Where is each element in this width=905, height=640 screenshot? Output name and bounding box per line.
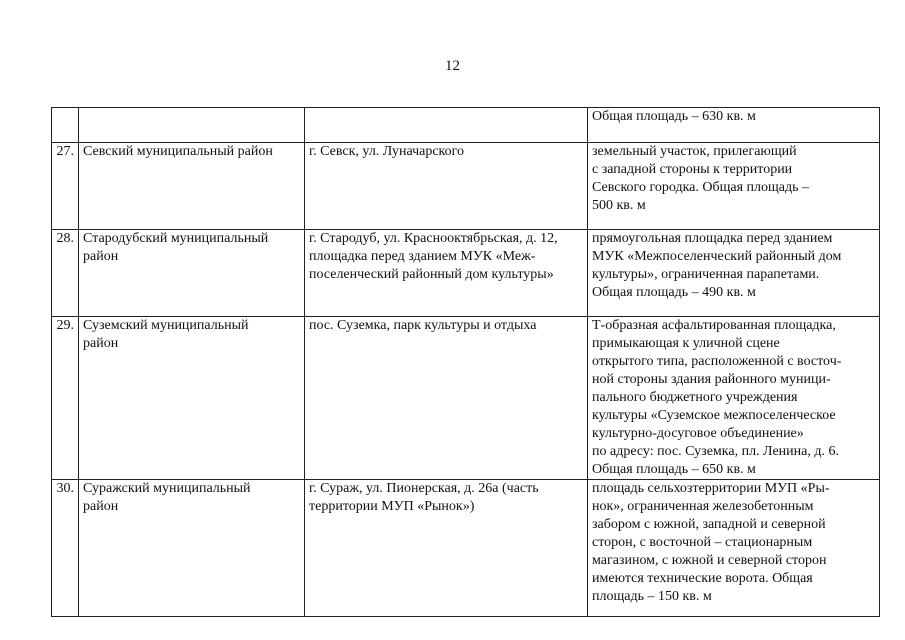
description-line: культурно-досуговое объединение» <box>592 426 804 441</box>
description-cell <box>588 317 880 480</box>
district-cell <box>79 230 305 317</box>
description-line: площадь – 150 кв. м <box>592 589 712 604</box>
table-body <box>52 108 880 617</box>
district-line: район <box>83 499 119 514</box>
address-line: г. Сураж, ул. Пионерская, д. 26а (часть <box>309 481 539 496</box>
address-line: г. Севск, ул. Луначарского <box>309 144 465 159</box>
description-line: ной стороны здания районного муници- <box>592 372 831 387</box>
district-line: Стародубский муниципальный <box>83 231 269 246</box>
address-cell <box>305 480 588 617</box>
page-number: 12 <box>445 58 460 74</box>
address-line: г. Стародуб, ул. Краснооктябрьская, д. 12, <box>309 231 558 246</box>
address-line: площадка перед зданием МУК «Меж- <box>309 249 536 264</box>
description-line: Общая площадь – 490 кв. м <box>592 285 756 300</box>
description-cell <box>588 480 880 617</box>
row-number-cell: 28. <box>52 230 79 317</box>
table-row <box>52 230 880 317</box>
address-line: территории МУП «Рынок») <box>309 499 475 514</box>
description-line: земельный участок, прилегающий <box>592 144 797 159</box>
description-line: сторон, с восточной – стационарным <box>592 535 813 550</box>
description-line: Т-образная асфальтированная площадка, <box>592 318 836 333</box>
address-cell <box>305 317 588 480</box>
description-line: МУК «Межпоселенческий районный дом <box>592 249 842 264</box>
address-line: пос. Суземка, парк культуры и отдыха <box>309 318 537 333</box>
description-cell <box>588 108 880 143</box>
address-cell <box>305 230 588 317</box>
description-line: площадь сельхозтерритории МУП «Ры- <box>592 481 830 496</box>
description-line: по адресу: пос. Суземка, пл. Ленина, д. 6. <box>592 444 839 459</box>
description-line: магазином, с южной и северной сторон <box>592 553 827 568</box>
address-cell <box>305 108 588 143</box>
district-line: Суражский муниципальный <box>83 481 251 496</box>
description-line: открытого типа, расположенной с восточ- <box>592 354 842 369</box>
row-number-cell: 27. <box>52 143 79 230</box>
row-number-cell <box>52 108 79 143</box>
description-line: прямоугольная площадка перед зданием <box>592 231 833 246</box>
district-cell <box>79 108 305 143</box>
description-line: культуры «Суземское межпоселенческое <box>592 408 836 423</box>
district-line: Севский муниципальный район <box>83 144 273 159</box>
table-row <box>52 108 880 143</box>
description-line: имеются технические ворота. Общая <box>592 571 813 586</box>
district-cell <box>79 480 305 617</box>
address-line: поселенческий районный дом культуры» <box>309 267 554 282</box>
description-line: нок», ограниченная железобетонным <box>592 499 814 514</box>
description-cell <box>588 143 880 230</box>
address-cell <box>305 143 588 230</box>
district-cell <box>79 143 305 230</box>
description-line: Общая площадь – 630 кв. м <box>592 109 756 124</box>
row-number-cell: 29. <box>52 317 79 480</box>
table-row <box>52 143 880 230</box>
description-line: 500 кв. м <box>592 198 646 213</box>
description-line: примыкающая к уличной сцене <box>592 336 780 351</box>
description-line: забором с южной, западной и северной <box>592 517 826 532</box>
description-line: Общая площадь – 650 кв. м <box>592 462 756 477</box>
description-line: с западной стороны к территории <box>592 162 793 177</box>
description-line: Севского городка. Общая площадь – <box>592 180 810 195</box>
table-row <box>52 317 880 480</box>
row-number-cell: 30. <box>52 480 79 617</box>
district-line: район <box>83 249 119 264</box>
description-line: пального бюджетного учреждения <box>592 390 798 405</box>
district-line: район <box>83 336 119 351</box>
description-cell <box>588 230 880 317</box>
description-line: культуры», ограниченная парапетами. <box>592 267 820 282</box>
places-table <box>51 107 880 617</box>
district-line: Суземский муниципальный <box>83 318 249 333</box>
district-cell <box>79 317 305 480</box>
table-row <box>52 480 880 617</box>
